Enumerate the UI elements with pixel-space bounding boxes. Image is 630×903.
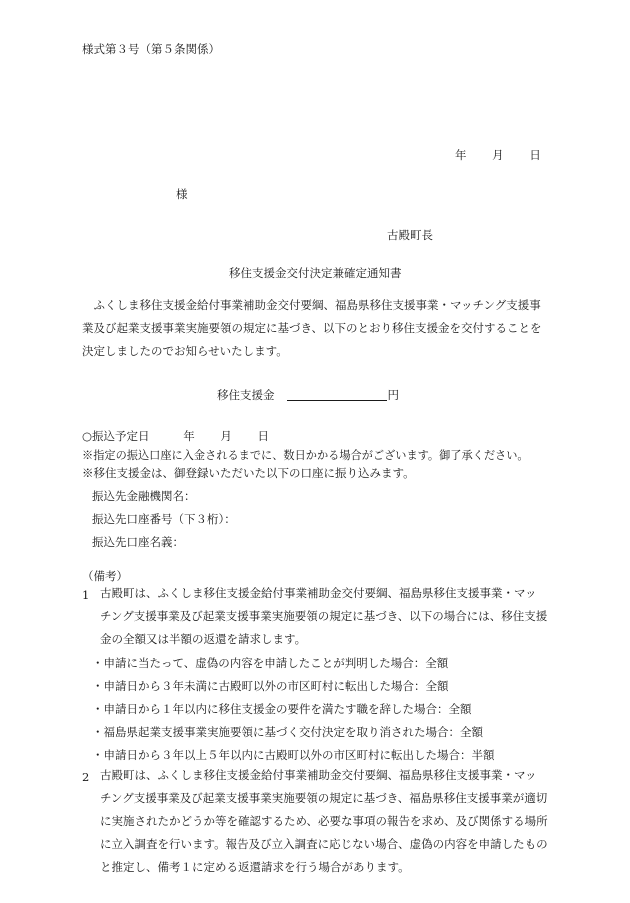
transfer-day: 日 (257, 429, 270, 443)
remarks-bullet-list (92, 652, 552, 767)
remarks-item-2-number: 2 (82, 770, 90, 784)
transfer-date-line (82, 431, 269, 443)
intro-paragraph: ふくしま移住支援金給付事業補助金交付要綱、福島県移住支援事業・マッチング支援事業及び起業支援事業実施要領の規定に基づき、以下のとおり移住支援金を交付することを決定しましたのでお知らせいたします。 (82, 298, 542, 358)
date-day: 日 (529, 148, 541, 162)
remarks-bullet: ・申請に当たって、虚偽の内容を申請したことが判明した場合：全額 (92, 656, 449, 670)
remarks-bullet: ・福島県起業支援事業実施要領に基づく交付決定を取り消された場合：全額 (92, 725, 483, 739)
recipient-suffix: 様 (176, 187, 188, 201)
remarks-heading: （備考） (82, 569, 128, 583)
date-year: 年 (455, 148, 467, 162)
remarks-item-1-text: 古殿町は、ふくしま移住支援金給付事業補助金交付要綱、福島県移住支援事業・マッチング支援事業及び起業支援事業実施要領の規定に基づき、以下の場合には、移住支援金の全額又は半額の返還を請求します。 (100, 586, 548, 646)
amount-line (217, 388, 399, 402)
date-line (455, 150, 541, 162)
transfer-note-1: ※指定の振込口座に入金されるまでに、数日かかる場合がございます。御了承ください。 (82, 449, 529, 462)
amount-unit: 円 (387, 388, 399, 402)
transfer-label: ○振込予定日 (82, 429, 150, 443)
transfer-month: 月 (220, 429, 232, 443)
remarks-item-1-number: 1 (82, 588, 90, 602)
amount-label: 移住支援金 (217, 388, 275, 402)
form-label: 様式第３号（第５条関係） (82, 42, 220, 56)
date-month: 月 (492, 148, 504, 162)
bank-holder-label: 振込先口座名義： (92, 535, 184, 549)
document-title: 移住支援金交付決定兼確定通知書 (229, 266, 402, 280)
bank-name-label: 振込先金融機関名： (92, 489, 196, 503)
amount-underline (287, 388, 387, 401)
remarks-bullet: ・申請日から３年未満に古殿町以外の市区町村に転出した場合：全額 (92, 679, 449, 693)
bank-account-label: 振込先口座番号（下３桁）： (92, 512, 236, 526)
bank-info (92, 485, 236, 554)
remarks-bullet: ・申請日から３年以上５年以内に古殿町以外の市区町村に転出した場合：半額 (92, 748, 495, 762)
transfer-year: 年 (183, 429, 195, 443)
remarks-bullet: ・申請日から１年以内に移住支援金の要件を満たす職を辞した場合：全額 (92, 702, 472, 716)
remarks-item-2-text: 古殿町は、ふくしま移住支援金給付事業補助金交付要綱、福島県移住支援事業・マッチング支援事業及び起業支援事業実施要領の規定に基づき、福島県移住支援事業が適切に実施されたかどうか等を確認するため、必要な事項の報告を求め、及び関係する場所に立入調査を行います。報告及び立入調査に応じない場合、虚偽の内容を申請したものと推定し、備考１に定める返還請求を行う場合があります。 (100, 768, 548, 874)
transfer-note-2: ※移住支援金は、御登録いただいた以下の口座に振り込みます。 (82, 466, 415, 480)
issuer: 古殿町長 (387, 228, 433, 242)
